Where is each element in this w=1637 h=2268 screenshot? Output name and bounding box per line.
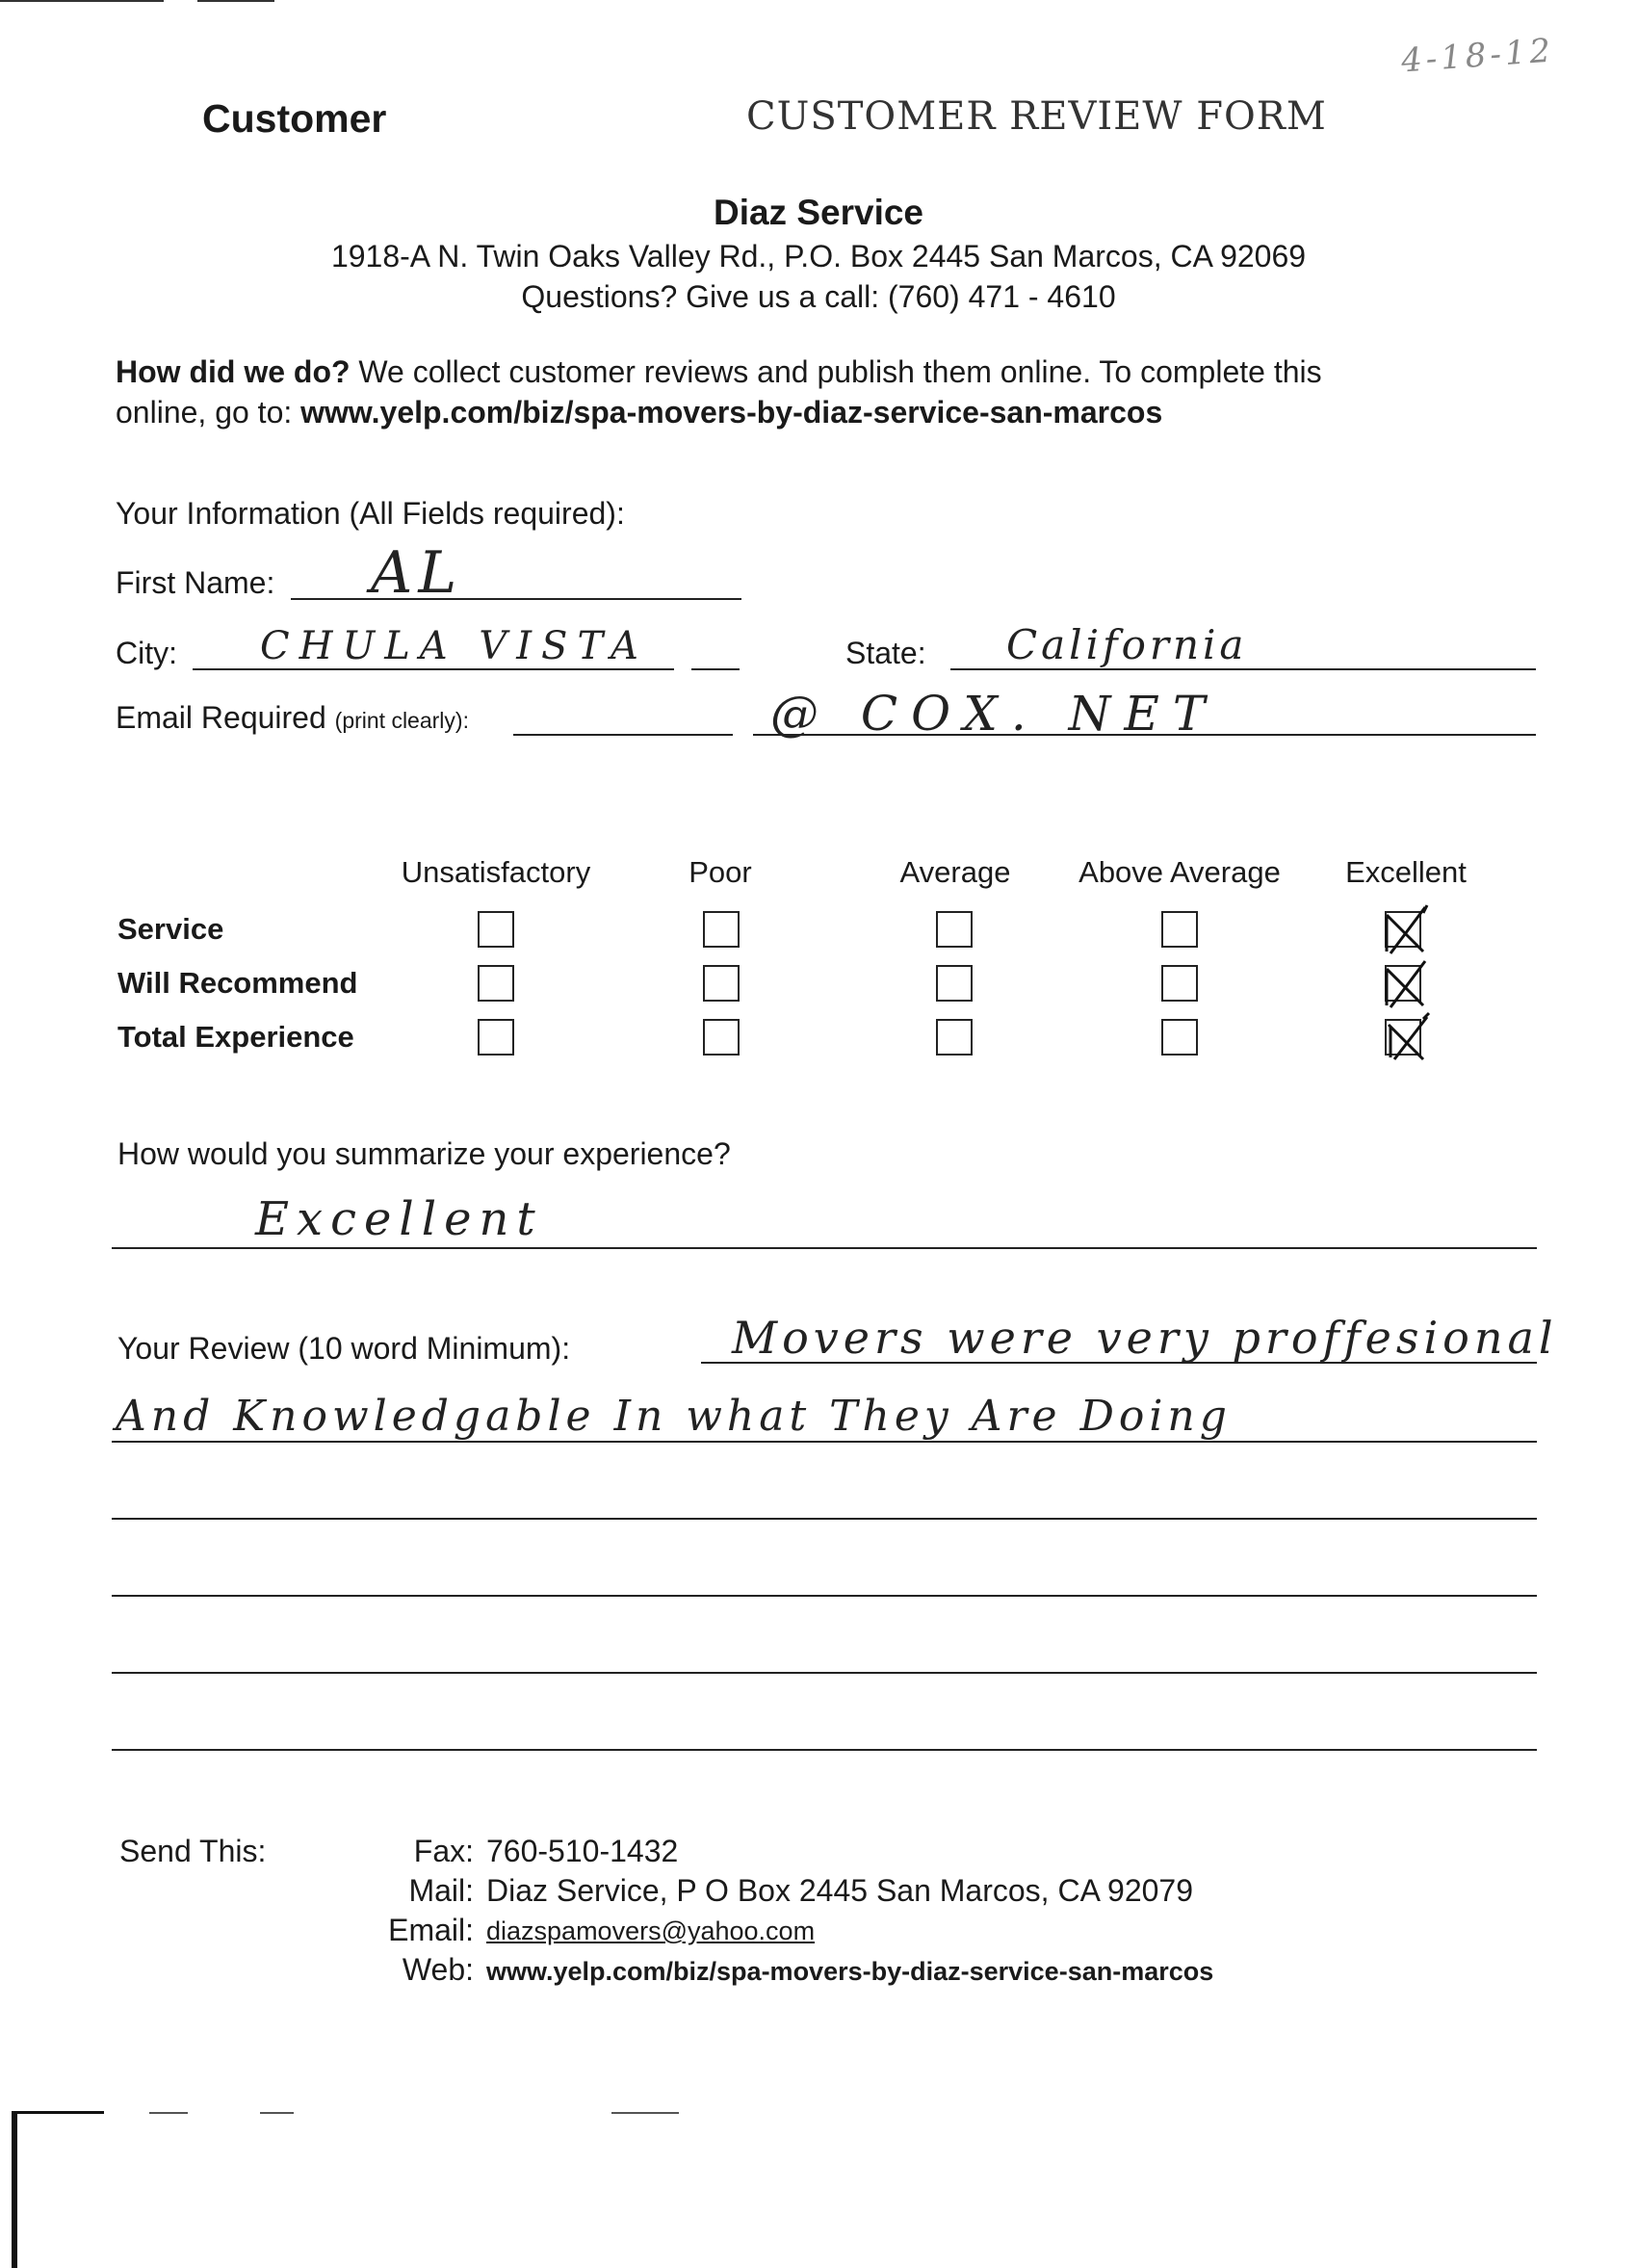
intro-line-2 [116,395,1162,430]
mail-label: Mail: [408,1873,474,1908]
total-poor-checkbox[interactable] [703,1019,740,1056]
customer-label: Customer [202,96,387,141]
city-field[interactable]: CHULA VISTA [260,624,648,668]
state-underline [950,668,1536,670]
summary-underline [112,1247,1537,1249]
review-underline-1 [701,1362,1537,1364]
recommend-poor-checkbox[interactable] [703,965,740,1002]
col-average: Average [899,855,1011,889]
review-underline-3 [112,1518,1537,1520]
fax-value: 760-510-1432 [486,1834,679,1868]
scan-mark-bottom [611,2112,679,2114]
review-underline-4 [112,1595,1537,1597]
scan-mark-top [197,0,274,2]
email-contact-link[interactable]: diazspamovers@yahoo.com [486,1916,816,1945]
total-unsatisfactory-checkbox[interactable] [478,1019,514,1056]
handwritten-date: 4-18-12 [1399,31,1556,81]
recommend-average-checkbox[interactable] [936,965,973,1002]
web-link[interactable]: www.yelp.com/biz/spa-movers-by-diaz-service-san-marcos [486,1957,1214,1986]
review-line-1-field[interactable]: Movers were very proffesional [732,1312,1558,1364]
service-above-average-checkbox[interactable] [1161,911,1198,948]
email-underline [513,734,733,736]
scan-mark-bottom [260,2112,294,2114]
service-excellent-checkbox[interactable] [1385,911,1421,948]
recommend-excellent-checkbox[interactable] [1385,965,1421,1002]
email-hint: (print clearly): [334,708,469,733]
state-field[interactable]: California [1006,621,1248,668]
summary-question: How would you summarize your experience? [117,1136,731,1171]
col-unsatisfactory: Unsatisfactory [401,855,591,889]
check-x-mark-icon [1381,1011,1433,1065]
intro-prefix: online, go to: [116,395,301,430]
company-name: Diaz Service [713,193,924,232]
review-line-2-field[interactable]: And Knowledgable In what They Are Doing [116,1392,1232,1441]
info-heading: Your Information (All Fields required): [116,496,625,531]
first-name-label: First Name: [116,565,275,600]
row-service: Service [117,912,224,946]
city-label: City: [116,636,177,670]
service-unsatisfactory-checkbox[interactable] [478,911,514,948]
row-will-recommend: Will Recommend [117,966,358,1000]
row-total-experience: Total Experience [117,1020,354,1054]
recommend-unsatisfactory-checkbox[interactable] [478,965,514,1002]
intro-lead: How did we do? [116,354,351,389]
email-contact-label: Email: [388,1913,474,1947]
recommend-above-average-checkbox[interactable] [1161,965,1198,1002]
total-above-average-checkbox[interactable] [1161,1019,1198,1056]
scan-corner-bottom-left [12,2111,104,2268]
col-poor: Poor [689,855,752,889]
email-field[interactable]: @ COX. NET [770,686,1219,742]
company-address: 1918-A N. Twin Oaks Valley Rd., P.O. Box 2445 San Marcos, CA 92069 [330,239,1307,274]
first-name-field[interactable]: AL [371,539,463,607]
total-average-checkbox[interactable] [936,1019,973,1056]
fax-label: Fax: [413,1834,474,1868]
mail-value: Diaz Service, P O Box 2445 San Marcos, CA 92079 [486,1873,1194,1908]
state-label: State: [845,636,926,670]
first-name-underline [291,598,741,600]
intro-line-1 [116,354,1322,390]
scan-mark-top-left [0,0,164,2]
check-x-mark-icon [1381,903,1433,957]
city-underline [193,668,674,670]
service-average-checkbox[interactable] [936,911,973,948]
review-label: Your Review (10 word Minimum): [117,1331,571,1366]
city-underline-tail [691,668,740,670]
col-above-average: Above Average [1078,855,1281,889]
send-label: Send This: [119,1834,267,1868]
company-phone: Questions? Give us a call: (760) 471 - 4610 [521,279,1116,314]
check-x-mark-icon [1381,957,1433,1011]
total-excellent-checkbox[interactable] [1385,1019,1421,1056]
review-underline-5 [112,1672,1537,1674]
scan-mark-bottom [149,2112,188,2114]
email-label-line [116,700,469,736]
intro-text: We collect customer reviews and publish them online. To complete this [350,354,1322,389]
form-title: CUSTOMER REVIEW FORM [746,94,1327,139]
summary-answer-field[interactable]: Excellent [255,1192,543,1246]
review-underline-6 [112,1749,1537,1751]
intro-url-link[interactable]: www.yelp.com/biz/spa-movers-by-diaz-service-san-marcos [300,395,1163,430]
email-label: Email Required [116,700,326,735]
col-excellent: Excellent [1345,855,1467,889]
review-underline-2 [112,1441,1537,1443]
service-poor-checkbox[interactable] [703,911,740,948]
web-label: Web: [402,1952,474,1987]
